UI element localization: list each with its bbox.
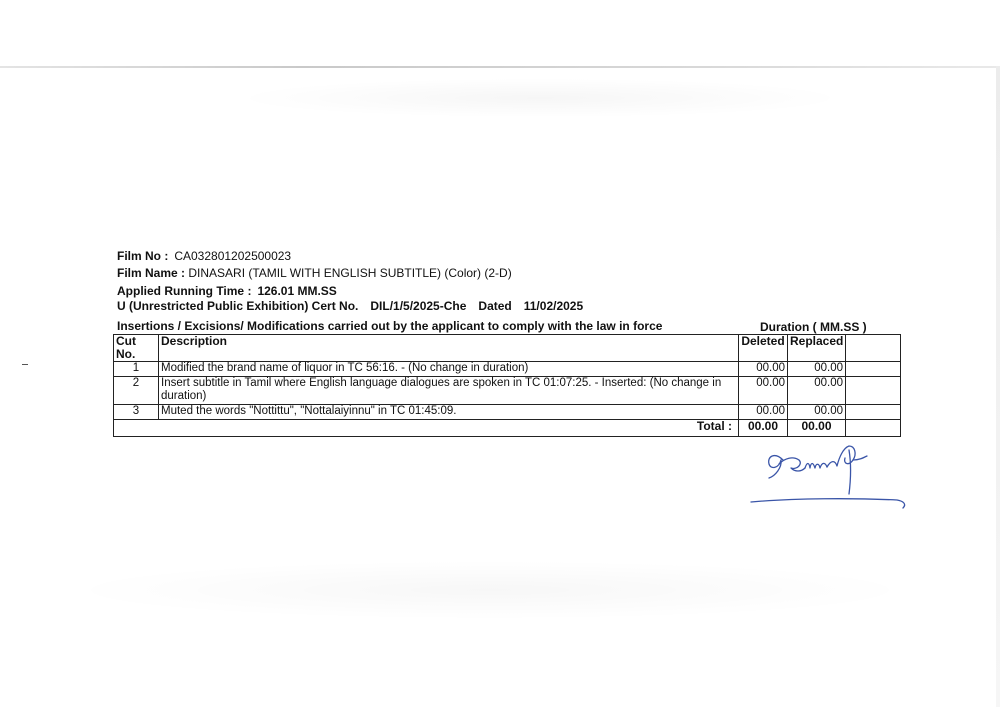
margin-mark xyxy=(22,364,28,365)
cuts-table xyxy=(113,334,901,437)
column-header-description: Description xyxy=(159,335,739,362)
replaced-duration: 00.00 xyxy=(788,405,846,420)
handwritten-signature xyxy=(745,438,915,518)
scan-edge-top xyxy=(0,66,1000,68)
total-replaced: 00.00 xyxy=(788,420,846,437)
cut-description: Modified the brand name of liquor in TC 56:16. - (No change in duration) xyxy=(159,362,739,377)
table-header-row xyxy=(114,335,901,362)
certificate-label: U (Unrestricted Public Exhibition) Cert No. xyxy=(117,299,359,313)
duration-heading: Duration ( MM.SS ) xyxy=(760,320,867,334)
replaced-duration: 00.00 xyxy=(788,377,846,405)
signature-stroke xyxy=(849,450,851,494)
film-name-label: Film Name : xyxy=(117,266,186,280)
cut-number: 2 xyxy=(114,377,159,405)
column-header-replaced: Replaced xyxy=(788,335,846,362)
film-name-value: DINASARI (TAMIL WITH ENGLISH SUBTITLE) (Color) (2-D) xyxy=(188,266,512,280)
column-header-blank xyxy=(846,335,901,362)
film-no-value: CA032801202500023 xyxy=(174,249,292,263)
deleted-duration: 00.00 xyxy=(739,405,788,420)
film-no-line xyxy=(117,249,291,263)
certificate-line xyxy=(117,299,583,313)
signature-stroke xyxy=(805,463,827,468)
column-header-cut-no: Cut No. xyxy=(114,335,159,362)
certificate-number: DIL/1/5/2025-Che xyxy=(370,299,467,313)
cut-number: 1 xyxy=(114,362,159,377)
replaced-duration: 00.00 xyxy=(788,362,846,377)
dated-label: Dated xyxy=(478,299,512,313)
dated-value: 11/02/2025 xyxy=(523,299,584,313)
cut-description: Muted the words "Nottittu", "Nottalaiyinnu" in TC 01:45:09. xyxy=(159,405,739,420)
signature-stroke xyxy=(751,499,905,508)
total-deleted: 00.00 xyxy=(739,420,788,437)
table-row xyxy=(114,405,901,420)
deleted-duration: 00.00 xyxy=(739,377,788,405)
blank-cell xyxy=(846,362,901,377)
total-label: Total : xyxy=(114,420,739,437)
deleted-duration: 00.00 xyxy=(739,362,788,377)
scan-smudge-top xyxy=(230,78,850,118)
insertions-heading xyxy=(117,319,662,333)
film-no-label: Film No : xyxy=(117,249,169,263)
table-row xyxy=(114,377,901,405)
running-time-label: Applied Running Time : xyxy=(117,284,252,298)
blank-cell xyxy=(846,405,901,420)
total-row xyxy=(114,420,901,437)
scan-smudge-bottom xyxy=(60,560,920,620)
scan-edge-right xyxy=(996,66,1000,707)
insertions-heading-text: Insertions / Excisions/ Modifications carried out by the applicant to comply with the law in force xyxy=(117,319,663,333)
blank-cell xyxy=(846,377,901,405)
blank-cell xyxy=(846,420,901,437)
running-time-value: 126.01 MM.SS xyxy=(257,284,337,298)
cut-number: 3 xyxy=(114,405,159,420)
table-row xyxy=(114,362,901,377)
running-time-line xyxy=(117,284,337,298)
signature-stroke xyxy=(769,456,783,478)
film-name-line xyxy=(117,266,512,280)
column-header-deleted: Deleted xyxy=(739,335,788,362)
cut-description: Insert subtitle in Tamil where English language dialogues are spoken in TC 01:07:25. - Inserted: (No change in duration) xyxy=(159,377,739,405)
